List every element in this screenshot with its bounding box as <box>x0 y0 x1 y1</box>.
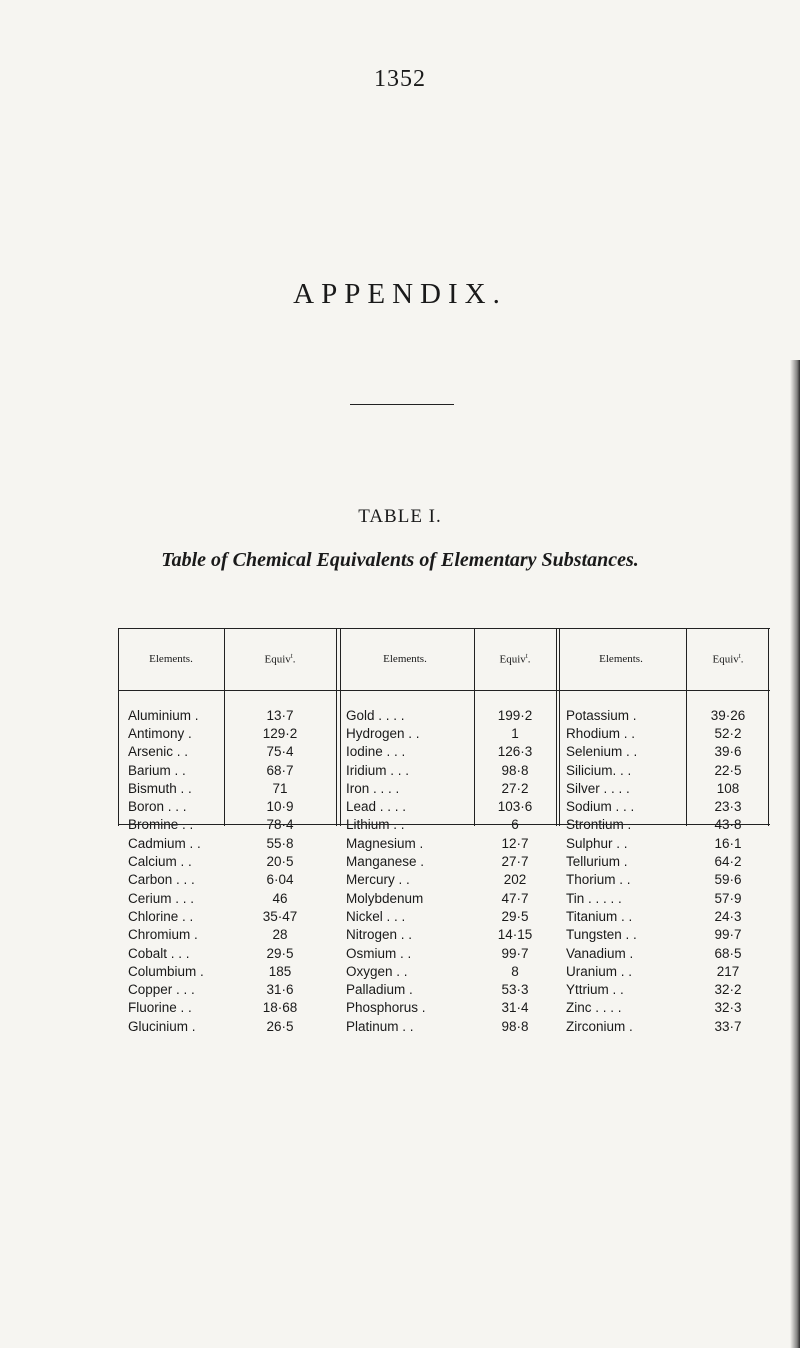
equivalent-value-cell: 1 <box>511 725 519 741</box>
element-name-cell: Rhodium . . <box>566 725 636 741</box>
element-name-cell: Zirconium . <box>566 1018 633 1034</box>
equivalent-value-cell: 33·7 <box>714 1018 742 1034</box>
element-name-cell: Iron . . . . <box>346 780 400 796</box>
element-name-cell: Silver . . . . <box>566 780 630 796</box>
table-row <box>118 999 770 1017</box>
element-name-cell: Silicium. . . <box>566 762 632 778</box>
element-name-cell: Fluorine . . <box>128 1000 192 1016</box>
equivalent-value-cell: 29·5 <box>266 945 294 961</box>
spacer-cell <box>686 690 770 706</box>
element-name-cell: Sodium . . . <box>566 799 635 815</box>
element-name-cell: Arsenic . . <box>128 744 189 760</box>
equivalent-value-cell: 185 <box>268 963 292 979</box>
column-header <box>118 628 224 690</box>
column-header <box>556 628 686 690</box>
equivalent-value-cell: 126·3 <box>497 744 533 760</box>
element-name-cell: Potassium . <box>566 707 637 723</box>
element-name-cell: Magnesium . <box>346 835 424 851</box>
element-name-cell: Lead . . . . <box>346 799 407 815</box>
page-number: 1352 <box>374 66 426 92</box>
element-name-cell: Hydrogen . . <box>346 725 420 741</box>
title-rule <box>350 404 454 405</box>
equivalent-value-cell: 202 <box>503 872 527 888</box>
equivalent-value-cell: 71 <box>272 780 288 796</box>
equivalent-value-cell: 16·1 <box>714 835 742 851</box>
element-name-cell: Iodine . . . <box>346 744 406 760</box>
element-name-cell: Tellurium . <box>566 854 628 870</box>
element-name-cell: Molybdenum <box>346 890 424 906</box>
spacer-cell <box>336 690 474 706</box>
column-header-label: Equiv <box>712 653 739 666</box>
table-row <box>118 889 770 907</box>
appendix-title: APPENDIX. <box>293 278 507 310</box>
equivalent-value-cell: 8 <box>511 963 519 979</box>
element-name-cell: Zinc . . . . <box>566 1000 622 1016</box>
element-name-cell: Copper . . . <box>128 982 195 998</box>
column-rule <box>768 628 769 826</box>
table-row <box>118 1017 770 1035</box>
column-header-superscript: t <box>738 652 741 661</box>
column-header-label: Equiv <box>264 653 291 666</box>
equivalent-value-cell: 55·8 <box>266 835 294 851</box>
element-name-cell: Cadmium . . <box>128 835 201 851</box>
equivalent-value-cell: 39·26 <box>710 707 746 723</box>
element-name-cell: Phosphorus . <box>346 1000 426 1016</box>
element-name-cell: Bromine . . <box>128 817 194 833</box>
column-header: Equiv$^t$. <box>499 652 531 666</box>
spacer-cell <box>474 690 556 706</box>
element-name-cell: Tungsten . . <box>566 927 637 943</box>
table-top-rule <box>118 628 770 629</box>
equivalent-value-cell: 217 <box>716 963 740 979</box>
column-rule <box>336 628 337 826</box>
equivalent-value-cell: 47·7 <box>501 890 529 906</box>
table-bottom-rule <box>118 824 770 825</box>
element-name-cell: Gold . . . . <box>346 707 405 723</box>
element-name-cell: Titanium . . <box>566 908 633 924</box>
equivalent-value-cell: 6 <box>511 817 519 833</box>
column-rule <box>686 628 687 826</box>
column-header <box>336 628 474 690</box>
element-name-cell: Nitrogen . . <box>346 927 413 943</box>
element-name-cell: Strontium . <box>566 817 632 833</box>
table-row <box>118 907 770 925</box>
table-header-row <box>118 628 770 690</box>
equivalent-value-cell: 99·7 <box>501 945 529 961</box>
equivalent-value-cell: 18·68 <box>262 1000 298 1016</box>
spacer-cell <box>224 690 336 706</box>
table-spacer-row <box>118 690 770 706</box>
element-name-cell: Columbium . <box>128 963 204 979</box>
element-name-cell: Barium . . <box>128 762 186 778</box>
equivalent-value-cell: 98·8 <box>501 762 529 778</box>
element-name-cell: Chlorine . . <box>128 908 194 924</box>
element-name-cell: Palladium . <box>346 982 413 998</box>
element-name-cell: Tin . . . . . <box>566 890 622 906</box>
element-name-cell: Osmium . . <box>346 945 412 961</box>
equivalent-value-cell: 20·5 <box>266 854 294 870</box>
equivalent-value-cell: 99·7 <box>714 927 742 943</box>
element-name-cell: Mercury . . <box>346 872 410 888</box>
equivalent-value-cell: 39·6 <box>714 744 742 760</box>
equivalent-value-cell: 29·5 <box>501 908 529 924</box>
equivalent-value-cell: 10·9 <box>266 799 294 815</box>
table-row <box>118 743 770 761</box>
element-name-cell: Boron . . . <box>128 799 187 815</box>
equivalent-value-cell: 59·6 <box>714 872 742 888</box>
table-row <box>118 926 770 944</box>
equivalent-value-cell: 23·3 <box>714 799 742 815</box>
element-name-cell: Antimony . <box>128 725 192 741</box>
equivalent-value-cell: 103·6 <box>497 799 533 815</box>
element-name-cell: Bismuth . . <box>128 780 192 796</box>
element-name-cell: Lithium . . <box>346 817 405 833</box>
equivalent-value-cell: 98·8 <box>501 1018 529 1034</box>
table-row <box>118 779 770 797</box>
column-rule <box>474 628 475 826</box>
column-header: Equiv$^t$. <box>712 652 744 666</box>
equivalent-value-cell: 26·5 <box>266 1018 294 1034</box>
table-row <box>118 761 770 779</box>
column-rule <box>340 628 341 826</box>
equivalent-value-cell: 35·47 <box>262 908 298 924</box>
equivalent-value-cell: 31·4 <box>501 1000 529 1016</box>
column-header-superscript: t <box>290 652 293 661</box>
equivalent-value-cell: 129·2 <box>262 725 298 741</box>
equivalent-value-cell: 75·4 <box>266 744 294 760</box>
element-name-cell: Glucinium . <box>128 1018 196 1034</box>
equivalent-value-cell: 53·3 <box>501 982 529 998</box>
column-header-label: Elements. <box>383 653 427 665</box>
equivalent-value-cell: 52·2 <box>714 725 742 741</box>
element-name-cell: Cobalt . . . <box>128 945 190 961</box>
element-name-cell: Chromium . <box>128 927 198 943</box>
column-header: Equiv$^t$. <box>264 652 296 666</box>
table-row <box>118 724 770 742</box>
table-row <box>118 980 770 998</box>
table-row <box>118 834 770 852</box>
header-rule <box>118 690 770 691</box>
element-name-cell: Aluminium . <box>128 707 199 723</box>
equivalent-value-cell: 43·8 <box>714 817 742 833</box>
element-name-cell: Manganese . <box>346 854 425 870</box>
equivalent-value-cell: 28 <box>272 927 288 943</box>
equivalent-value-cell: 14·15 <box>497 927 533 943</box>
table-row <box>118 944 770 962</box>
equivalent-value-cell: 199·2 <box>497 707 533 723</box>
column-rule <box>556 628 557 826</box>
equivalent-value-cell: 22·5 <box>714 762 742 778</box>
equivalent-value-cell: 12·7 <box>501 835 529 851</box>
equivalent-value-cell: 31·6 <box>266 982 294 998</box>
equivalent-value-cell: 64·2 <box>714 854 742 870</box>
column-rule <box>559 628 560 826</box>
equivalent-value-cell: 78·4 <box>266 817 294 833</box>
element-name-cell: Selenium . . <box>566 744 638 760</box>
element-name-cell: Cerium . . . <box>128 890 195 906</box>
equivalents-table <box>118 628 770 1034</box>
column-rule <box>118 628 119 826</box>
equivalent-value-cell: 108 <box>716 780 740 796</box>
equivalent-value-cell: 27·7 <box>501 854 529 870</box>
equivalent-value-cell: 27·2 <box>501 780 529 796</box>
equivalent-value-cell: 6·04 <box>266 872 294 888</box>
column-header-label: Elements. <box>599 653 643 665</box>
element-name-cell: Iridium . . . <box>346 762 410 778</box>
table-row <box>118 852 770 870</box>
column-header-label: Equiv <box>499 653 526 666</box>
page-edge-shadow <box>790 360 800 1348</box>
column-rule <box>224 628 225 826</box>
equivalent-value-cell: 68·7 <box>266 762 294 778</box>
equivalent-value-cell: 68·5 <box>714 945 742 961</box>
element-name-cell: Vanadium . <box>566 945 634 961</box>
element-name-cell: Calcium . . <box>128 854 192 870</box>
element-name-cell: Yttrium . . <box>566 982 624 998</box>
table-row <box>118 797 770 815</box>
table-row <box>118 962 770 980</box>
equivalent-value-cell: 57·9 <box>714 890 742 906</box>
table-heading: TABLE I. <box>358 506 442 527</box>
element-name-cell: Nickel . . . <box>346 908 406 924</box>
equivalent-value-cell: 13·7 <box>266 707 294 723</box>
element-name-cell: Carbon . . . <box>128 872 195 888</box>
spacer-cell <box>556 690 686 706</box>
element-name-cell: Uranium . . <box>566 963 633 979</box>
column-header-superscript: t <box>525 652 528 661</box>
table-row <box>118 871 770 889</box>
equivalent-value-cell: 32·2 <box>714 982 742 998</box>
element-name-cell: Platinum . . <box>346 1018 414 1034</box>
equivalent-value-cell: 46 <box>272 890 288 906</box>
spacer-cell <box>118 690 224 706</box>
element-name-cell: Sulphur . . <box>566 835 628 851</box>
table-row <box>118 706 770 724</box>
table-caption: Table of Chemical Equivalents of Elementary Substances. <box>161 549 639 571</box>
element-name-cell: Oxygen . . <box>346 963 408 979</box>
column-header-label: Elements. <box>149 653 193 665</box>
equivalent-value-cell: 32·3 <box>714 1000 742 1016</box>
element-name-cell: Thorium . . <box>566 872 631 888</box>
equivalent-value-cell: 24·3 <box>714 908 742 924</box>
